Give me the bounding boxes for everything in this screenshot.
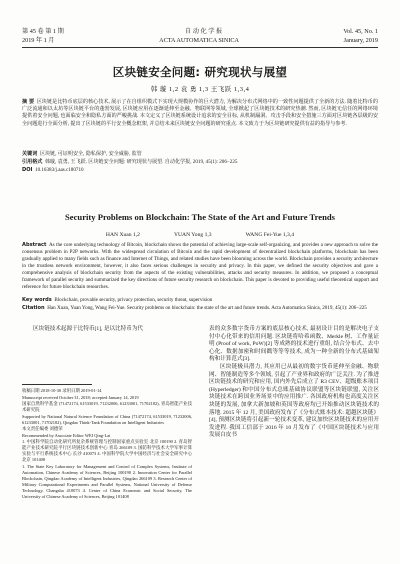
volume-en: Vol. 45, No. 1	[343, 28, 378, 35]
body-paragraph: 表的众多数字货币方案的底层核心技术, 最初设计目的是解决电子支付中心化带来的信用问题. 区块链将哈希函数、Merkle 树、工作量证明 (Proof of work, PoW)[2] 等成熟的技术进行重组, 结合分布式、去中心化、数据加密和时间戳等等等技术, 成为一种全新的分布式基础架构和计算范式[3].	[209, 326, 379, 363]
body-column-left	[22, 326, 192, 334]
footnote-affiliations-zh: 1. 中国科学院自动化研究所复杂系统管理与控制国家重点实验室 北京 100190 2. 青岛智能产业技术研究院平行区块链技术创新中心 青岛 266109 3. 国防科学技术大学军事计算实验与平行系统技术中心 长沙 410073 4. 中国科学院大学中国经济与社会安全研究中心 北京 101408	[22, 439, 192, 462]
abstract-en	[22, 242, 378, 291]
footnote-received-en: Manuscript received October 31, 2018; accepted January 14, 2019	[22, 394, 139, 400]
citation-zh-text: 韩璇, 袁勇, 王飞跃. 区块链安全问题: 研究现状与展望. 自动化学报, 2019, 45(1): 206−225	[44, 159, 238, 165]
paper-title-en: Security Problems on Blockchain: The State of the Art and Future Trends	[65, 212, 335, 222]
citation-zh-label: 引用格式	[22, 159, 43, 165]
doi-text: 10.16383/j.aas.c180710	[35, 167, 84, 173]
author-en: YUAN Yong 1,3	[173, 232, 212, 238]
journal-name-en: ACTA AUTOMATICA SINICA	[159, 37, 239, 44]
doi-label: DOI	[22, 167, 33, 173]
authors-zh: 韩 璇 1,2 袁 勇 1,3 王飞跃 1,3,4	[150, 86, 250, 93]
body-paragraph: 区块链极具潜力, 其应用已从最初的数字货币延伸至金融、物联网、智能制造等多个领域, 引起了产业界和政府的广泛关注. 为了推进区块链技术的研究和应用, 国内外先后成立了 R3 CEV、超级账本项目 (Hyperledger) 和中国分布式总账基础协议联盟等区块链联盟, 关注区块链技术在跨国业务场景中的应用推广. 各国政府机构也高度关注区块链的发展, 加拿大新加坡和英国等政府均已开始推动区块链技术的落地. 2015 年 12 月, 美国政府发布了《分布式账本技术: 超越区块链》[4], 预测区块链将引起新一轮技术变革, 建议加快区块链技术的应用开发进程. 我国工信部于 2016 年 10 月发布了《中国区块链技术与应用发展白皮书	[209, 363, 379, 439]
keywords-zh-text: 区块链, 可证明安全, 隐私保护, 安全威胁, 监管	[39, 151, 142, 157]
footnote-editor-en: Recommended by Associate Editor WEI Qing-Lai	[22, 432, 111, 438]
body-paragraph: 区块链技术起源于比特币[1], 是以比特币为代	[33, 326, 144, 332]
volume-zh: 第 45 卷 第 1 期	[22, 28, 64, 35]
abstract-en-text: As the core underlying technology of Bitcoin, blockchain shows the potential of achieving large-scale self-organizing, and provides a new approach to solve the consensus problem in P2P networks. With the widespread circulation of Bitcoin and the rapid development of decentralized blockchain platforms, blockchain has been gradually applied to many fields such as finance and Internet of Things, and related studies have been blooming across the world. Blockchain provides a security architecture in the trustless network environment, however, it also faces serious challenges in security and privacy. In this paper, we defined the security objectives and gave a comprehensive analysis of blockchain security from the aspects of the existing vulnerabilities, attacks and security measures. In addition, we proposed a conceptual framework of parallel security and summarized the key directions of future security research on blockchain. This paper is devoted to providing useful theoretical support and reference for future blockchain researches.	[22, 242, 379, 290]
keywords-zh	[22, 151, 378, 158]
citation-en	[22, 305, 378, 312]
paper-title-zh: 区块链安全问题: 研究现状与展望	[112, 65, 288, 79]
footnote-editor-zh: 本文责任编委 刘德荣	[22, 426, 63, 431]
abstract-zh-text: 区块链是比特币底层的核心技术, 展示了在自组织模式下实现大规模协作的巨大潜力, 为解决分布式网络中的一致性问题提供了全新的方法. 随着比特币的广泛流通和以太坊等区块链平台的蓬勃发展, 区块链应用在逐渐延伸至金融、物联网等领域, 全球掀起了区块链技术的研究热潮. 然而, 区块链无信任的网络环境提供着安全问题, 也面临安全和隐私方面的严峻挑战. 本文定义了区块链系统设计追求的安全目标, 从机制漏洞、攻击手段和安全措施三方面对区块链各层级的安全问题进行全面分析, 提出了区块链的平行安全概念框架, 并总结未来区块链安全问题的研究重点. 本文致力于为区块链研究提供有益的指导与参考.	[22, 99, 378, 127]
footnote-funding-en: Supported by National Natural Science Foundation of China (71472174, 61533019, 71232006, 61233001, 71702182), Qingdao Think-Tank Foundation on Intelligent Industries	[22, 413, 192, 425]
citation-en-text: Han Xuan, Yuan Yong, Wang Fei-Yue. Security problems on blockchain: the state of the art and future trends. Acta Automatica Sinica, 2019, 45(1): 206−225	[47, 305, 367, 311]
doi	[22, 167, 378, 174]
author-en: WANG Fei-Yue 1,3,4	[245, 232, 295, 238]
footnote-funding-zh: 国家自然科学基金 (71472174, 61533019, 71232006, 61233001, 71702182), 青岛智能产业技术研究院	[22, 401, 192, 412]
abstract-en-label: Abstract	[22, 242, 47, 248]
abstract-zh-label: 摘 要	[22, 99, 35, 105]
footnote-received-zh: 收稿日期 2018-10-30 录用日期 2019-01-14	[22, 388, 102, 393]
footnote-rule	[22, 384, 92, 385]
citation-en-label: Citation	[22, 305, 45, 311]
journal-name-zh: 自 动 化 学 报	[185, 28, 223, 35]
keywords-zh-label: 关键词	[22, 151, 38, 157]
keywords-en	[22, 297, 378, 304]
keywords-en-text: Blockchain, provable security, privacy protection, security threat, supervision	[54, 297, 213, 303]
year-zh: 2019 年 1 月	[22, 37, 55, 44]
authors-en	[0, 232, 400, 238]
running-header-row-2	[22, 37, 378, 45]
body-column-right	[209, 326, 379, 440]
header-rule	[22, 47, 378, 48]
citation-zh	[22, 159, 378, 166]
abstract-zh	[22, 99, 378, 128]
footnote-affiliations-en: 1. The State Key Laboratory for Management and Control of Complex Systems, Institute of Automation, Chinese Academy of Sciences, Beijing 100190 2. Innovation Center for Parallel Blockchain, Qingdao Academy of Intelligent Industries, Qingdao 266109 3. Research Center of Military Computational Experiments and Parallel Systems, National University of Defense Technology, Changsha 410073 4. Center of China Economic and Social Security, The University of Chinese Academy of Sciences, Beijing 101408	[22, 463, 192, 499]
running-header-row-1	[22, 28, 378, 36]
date-en: January, 2019	[343, 37, 378, 44]
author-en: HAN Xuan 1,2	[105, 232, 140, 238]
footnotes	[22, 388, 192, 500]
keywords-en-label: Key words	[22, 297, 52, 303]
